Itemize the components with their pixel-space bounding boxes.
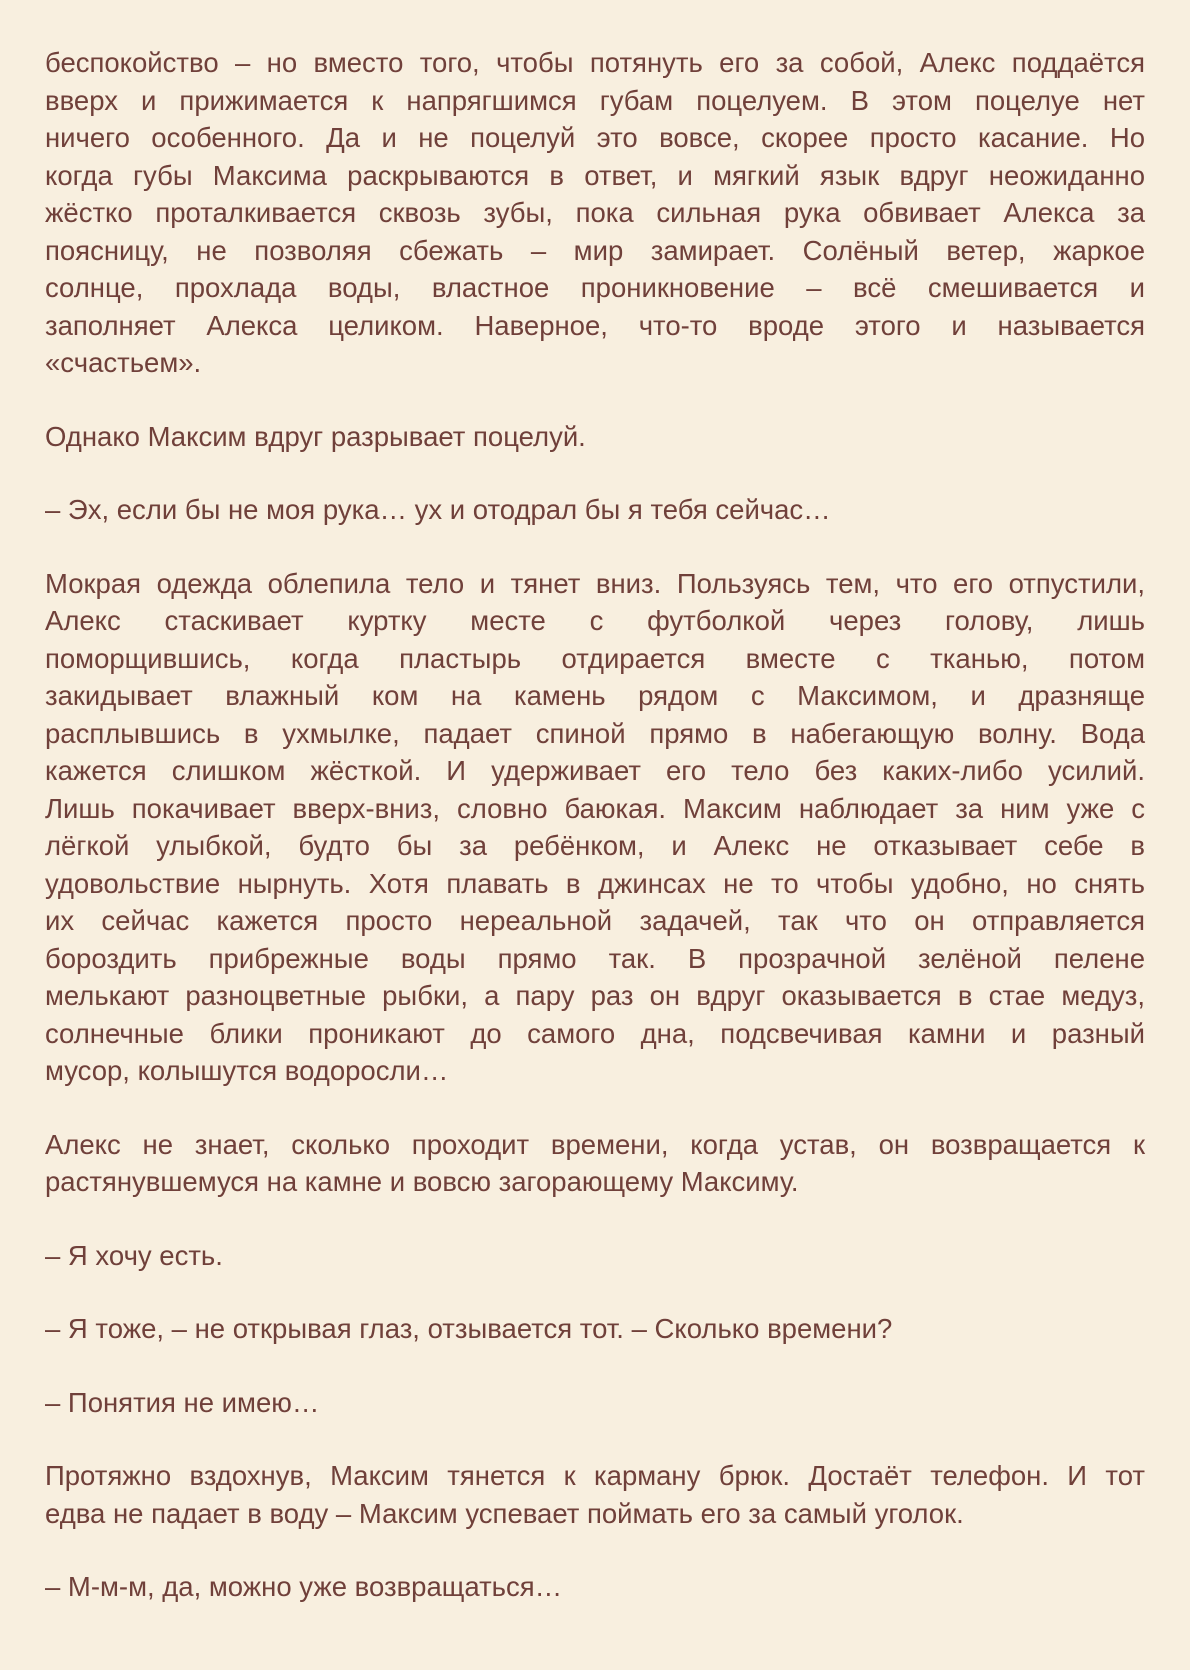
text-line: Алекс стаскивает куртку месте с футболкой через голову, лишь <box>45 605 1145 636</box>
text-line: беспокойство – но вместо того, чтобы потянуть его за собой, Алекс поддаётся <box>45 47 1145 78</box>
text-line: растянувшемуся на камне и вовсю загорающему Максиму. <box>45 1166 799 1197</box>
text-line: Лишь покачивает вверх-вниз, словно баюкая. Максим наблюдает за ним уже с <box>45 792 1145 824</box>
paragraph-3-dialogue: – Эх, если бы не моя рука… ух и отодрал бы я тебя сейчас… <box>45 494 831 525</box>
text-line: едва не падает в воду – Максим успевает поймать его за самый уголок. <box>45 1497 964 1529</box>
text-line: заполняет Алекса целиком. Наверное, что-то вроде этого и называется <box>45 309 1145 341</box>
text-line: Мокрая одежда облепила тело и тянет вниз. Пользуясь тем, что его отпустили, <box>45 567 1145 599</box>
text-line: поморщившись, когда пластырь отдирается вместе с тканью, потом <box>45 642 1145 674</box>
text-line: мелькают разноцветные рыбки, а пару раз он вдруг оказывается в стае медуз, <box>45 980 1145 1011</box>
text-line: их сейчас кажется просто нереальной задачей, так что он отправляется <box>45 905 1145 936</box>
text-line: жёстко проталкивается сквозь зубы, пока сильная рука обвивает Алекса за <box>45 197 1145 228</box>
paragraph-2: Однако Максим вдруг разрывает поцелуй. <box>45 420 586 452</box>
text-line: ничего особенного. Да и не поцелуй это вовсе, скорее просто касание. Но <box>45 122 1145 153</box>
paragraph-1 <box>45 44 1145 382</box>
text-line: закидывает влажный ком на камень рядом с Максимом, и дразняще <box>45 680 1145 711</box>
paragraph-5 <box>45 1126 1145 1201</box>
text-line: Алекс не знает, сколько проходит времени, когда устав, он возвращается к <box>45 1128 1145 1160</box>
paragraph-9 <box>45 1457 1145 1532</box>
text-line: бороздить прибрежные воды прямо так. В прозрачной зелёной пелене <box>45 942 1145 974</box>
text-line: Протяжно вздохнув, Максим тянется к карману брюк. Достаёт телефон. И тот <box>45 1460 1145 1491</box>
text-line: солнечные блики проникают до самого дна, подсвечивая камни и разный <box>45 1017 1145 1049</box>
text-line: расплывшись в ухмылке, падает спиной прямо в набегающую волну. Вода <box>45 717 1145 749</box>
text-line: когда губы Максима раскрываются в ответ, и мягкий язык вдруг неожиданно <box>45 159 1145 191</box>
paragraph-4 <box>45 565 1145 1090</box>
text-line: мусор, колышутся водоросли… <box>45 1055 449 1086</box>
text-line: солнце, прохлада воды, властное проникновение – всё смешивается и <box>45 272 1145 303</box>
text-line: удовольствие нырнуть. Хотя плавать в джинсах не то чтобы удобно, но снять <box>45 867 1145 899</box>
text-line: вверх и прижимается к напрягшимся губам поцелуем. В этом поцелуе нет <box>45 84 1145 116</box>
text-line: «счастьем». <box>45 347 202 378</box>
text-line: кажется слишком жёсткой. И удерживает его тело без каких-либо усилий. <box>45 755 1145 786</box>
paragraph-8-dialogue: – Понятия не имею… <box>45 1386 320 1418</box>
text-line: лёгкой улыбкой, будто бы за ребёнком, и Алекс не отказывает себе в <box>45 830 1145 861</box>
paragraph-6-dialogue: – Я хочу есть. <box>45 1239 223 1271</box>
paragraph-10-dialogue: – М-м-м, да, можно уже возвращаться… <box>45 1571 563 1602</box>
text-line: поясницу, не позволяя сбежать – мир замирает. Солёный ветер, жаркое <box>45 234 1145 266</box>
paragraph-7-dialogue: – Я тоже, – не открывая глаз, отзывается тот. – Сколько времени? <box>45 1313 893 1344</box>
